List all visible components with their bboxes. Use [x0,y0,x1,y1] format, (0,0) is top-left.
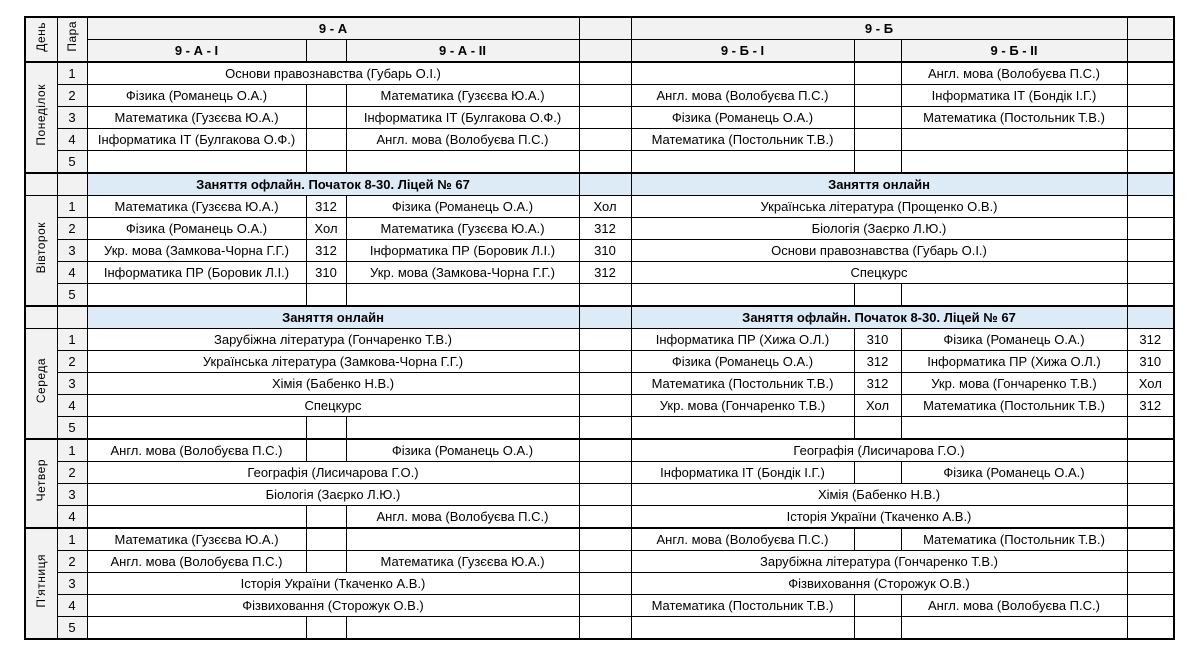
schedule-row [25,351,1174,373]
period-header-label: Пара [65,21,79,52]
room-cell [579,551,631,573]
room-cell [306,528,346,551]
period-number: 3 [57,484,87,506]
room-cell: 312 [854,351,901,373]
subgroup-b2-header: 9 - Б - II [901,40,1127,63]
lesson-cell: Математика (Постольник Т.В.) [631,129,854,151]
room-cell [1127,573,1174,595]
lesson-cell [631,417,854,440]
schedule-row [25,551,1174,573]
lesson-cell [631,284,854,307]
day-label [25,196,57,307]
room-cell [306,617,346,640]
lesson-cell: Інформатика ПР (Боровик Л.І.) [346,240,579,262]
room-cell [306,85,346,107]
subgroup-a1-header: 9 - А - I [87,40,306,63]
lesson-cell: Фізика (Романець О.А.) [631,107,854,129]
lesson-cell: Зарубіжна література (Гончаренко Т.В.) [631,551,1127,573]
lesson-cell: Фізвиховання (Сторожук О.В.) [87,595,579,617]
schedule-row [25,151,1174,174]
banner-offline: Заняття офлайн. Початок 8-30. Ліцей № 67 [631,306,1127,329]
room-cell: 312 [1127,395,1174,417]
room-cell: 312 [1127,329,1174,351]
blank-cell [854,40,901,63]
schedule-row [25,506,1174,529]
period-number: 3 [57,107,87,129]
lesson-cell: Укр. мова (Замкова-Чорна Г.Г.) [346,262,579,284]
lesson-cell: Зарубіжна література (Гончаренко Т.В.) [87,329,579,351]
lesson-cell: Математика (Гузєєва Ю.А.) [346,85,579,107]
lesson-cell [346,417,579,440]
blank-cell [579,40,631,63]
schedule-row [25,439,1174,462]
blank-cell [57,173,87,196]
lesson-cell: Англ. мова (Волобуєва П.С.) [901,595,1127,617]
lesson-cell [631,62,854,85]
day-label [25,439,57,528]
period-number: 2 [57,218,87,240]
lesson-cell: Біологія (Заєрко Л.Ю.) [631,218,1127,240]
lesson-cell: Спецкурс [87,395,579,417]
schedule-row [25,484,1174,506]
schedule-row [25,528,1174,551]
day-label-text: Середа [34,357,49,404]
blank-cell [1127,17,1174,40]
room-cell [854,62,901,85]
lesson-cell: Інформатика ІТ (Бондік І.Г.) [631,462,854,484]
lesson-cell: Англ. мова (Волобуєва П.С.) [901,62,1127,85]
period-number: 5 [57,617,87,640]
schedule-row [25,595,1174,617]
room-cell [579,617,631,640]
banner-row [25,306,1174,329]
schedule-row [25,62,1174,85]
lesson-cell [631,151,854,174]
lesson-cell: Математика (Гузєєва Ю.А.) [346,218,579,240]
room-cell [1127,595,1174,617]
room-cell [579,107,631,129]
schedule-row [25,373,1174,395]
lesson-cell: Основи правознавства (Губарь О.І.) [87,62,579,85]
blank-cell [25,173,57,196]
lesson-cell [346,617,579,640]
room-cell [306,439,346,462]
period-number: 5 [57,417,87,440]
room-cell: 310 [1127,351,1174,373]
lesson-cell: Спецкурс [631,262,1127,284]
day-label [25,528,57,639]
lesson-cell: Фізика (Романець О.А.) [87,85,306,107]
lesson-cell: Хімія (Бабенко Н.В.) [87,373,579,395]
room-cell [854,528,901,551]
banner-room-cell [1127,173,1174,196]
room-cell [1127,484,1174,506]
room-cell [1127,240,1174,262]
day-label-text: Четвер [34,459,49,502]
schedule-row [25,573,1174,595]
banner-offline: Заняття офлайн. Початок 8-30. Ліцей № 67 [87,173,579,196]
blank-cell [25,306,57,329]
lesson-cell: Українська література (Прощенко О.В.) [631,196,1127,218]
lesson-cell: Математика (Гузєєва Ю.А.) [87,107,306,129]
period-number: 4 [57,395,87,417]
room-cell [1127,551,1174,573]
room-cell [579,151,631,174]
lesson-cell: Укр. мова (Гончаренко Т.В.) [631,395,854,417]
room-cell [579,129,631,151]
period-number: 2 [57,85,87,107]
lesson-cell: Англ. мова (Волобуєва П.С.) [87,439,306,462]
period-number: 2 [57,351,87,373]
room-cell [579,595,631,617]
lesson-cell [901,151,1127,174]
col-header-day [25,17,57,62]
room-cell [579,373,631,395]
room-cell [1127,129,1174,151]
blank-cell [1127,40,1174,63]
period-number: 2 [57,551,87,573]
banner-online: Заняття онлайн [87,306,579,329]
banner-row [25,173,1174,196]
header-row-subgroups [25,40,1174,63]
lesson-cell [901,617,1127,640]
subgroup-b1-header: 9 - Б - I [631,40,854,63]
room-cell [1127,196,1174,218]
day-label [25,62,57,173]
lesson-cell: Основи правознавства (Губарь О.І.) [631,240,1127,262]
room-cell: 312 [579,262,631,284]
room-cell [1127,528,1174,551]
room-cell: Хол [854,395,901,417]
room-cell [579,462,631,484]
lesson-cell: Математика (Гузєєва Ю.А.) [87,196,306,218]
lesson-cell: Інформатика ПР (Боровик Л.І.) [87,262,306,284]
period-number: 4 [57,595,87,617]
lesson-cell: Хімія (Бабенко Н.В.) [631,484,1127,506]
schedule-row [25,240,1174,262]
lesson-cell: Укр. мова (Замкова-Чорна Г.Г.) [87,240,306,262]
lesson-cell [346,528,579,551]
room-cell [306,107,346,129]
day-label-text: Понеділок [34,83,49,146]
lesson-cell: Історія України (Ткаченко А.В.) [631,506,1127,529]
lesson-cell: Українська література (Замкова-Чорна Г.Г.) [87,351,579,373]
schedule-row [25,196,1174,218]
room-cell [579,395,631,417]
room-cell: 310 [579,240,631,262]
lesson-cell: Інформатика ІТ (Булгакова О.Ф.) [346,107,579,129]
lesson-cell: Англ. мова (Волобуєва П.С.) [87,551,306,573]
banner-online: Заняття онлайн [631,173,1127,196]
lesson-cell: Фізвиховання (Сторожук О.В.) [631,573,1127,595]
lesson-cell: Фізика (Романець О.А.) [631,351,854,373]
period-number: 1 [57,62,87,85]
lesson-cell: Математика (Постольник Т.В.) [901,528,1127,551]
room-cell [1127,284,1174,307]
room-cell [854,129,901,151]
room-cell [579,351,631,373]
room-cell: 312 [306,196,346,218]
lesson-cell: Фізика (Романець О.А.) [901,329,1127,351]
room-cell [579,573,631,595]
period-number: 2 [57,462,87,484]
lesson-cell: Математика (Постольник Т.В.) [901,395,1127,417]
room-cell [854,595,901,617]
lesson-cell: Укр. мова (Гончаренко Т.В.) [901,373,1127,395]
room-cell [854,417,901,440]
lesson-cell: Історія України (Ткаченко А.В.) [87,573,579,595]
period-number: 4 [57,129,87,151]
lesson-cell [87,284,306,307]
lesson-cell: Математика (Постольник Т.В.) [631,373,854,395]
room-cell [1127,151,1174,174]
room-cell [579,62,631,85]
schedule-row [25,107,1174,129]
lesson-cell: Англ. мова (Волобуєва П.С.) [346,506,579,529]
lesson-cell: Англ. мова (Волобуєва П.С.) [631,85,854,107]
lesson-cell [87,506,306,529]
period-number: 5 [57,284,87,307]
blank-cell [57,306,87,329]
lesson-cell [87,617,306,640]
blank-cell [306,40,346,63]
room-cell [579,85,631,107]
schedule-row [25,617,1174,640]
room-cell: 310 [854,329,901,351]
period-number: 1 [57,439,87,462]
lesson-cell: Математика (Постольник Т.В.) [901,107,1127,129]
room-cell [306,284,346,307]
room-cell [854,151,901,174]
room-cell [579,417,631,440]
room-cell [306,151,346,174]
room-cell [1127,506,1174,529]
room-cell [579,528,631,551]
room-cell [854,284,901,307]
room-cell [306,129,346,151]
lesson-cell: Інформатика ІТ (Булгакова О.Ф.) [87,129,306,151]
lesson-cell [346,284,579,307]
schedule-row [25,129,1174,151]
room-cell: 312 [579,218,631,240]
lesson-cell [631,617,854,640]
period-number: 3 [57,573,87,595]
room-cell [579,484,631,506]
room-cell [579,329,631,351]
schedule-row [25,329,1174,351]
lesson-cell [87,417,306,440]
room-cell: Хол [1127,373,1174,395]
lesson-cell: Географія (Лисичарова Г.О.) [631,439,1127,462]
period-number: 3 [57,373,87,395]
room-cell [579,506,631,529]
room-cell: Хол [579,196,631,218]
lesson-cell [87,151,306,174]
group-a-header: 9 - А [87,17,579,40]
room-cell [1127,62,1174,85]
day-label-text: Вівторок [34,221,49,274]
lesson-cell [346,151,579,174]
room-cell [1127,218,1174,240]
lesson-cell: Англ. мова (Волобуєва П.С.) [631,528,854,551]
room-cell [306,417,346,440]
period-number: 5 [57,151,87,174]
col-header-period [57,17,87,62]
lesson-cell: Математика (Гузєєва Ю.А.) [346,551,579,573]
group-b-header: 9 - Б [631,17,1127,40]
day-label-text: П'ятниця [34,553,49,608]
lesson-cell: Фізика (Романець О.А.) [346,439,579,462]
room-cell [1127,462,1174,484]
room-cell [854,85,901,107]
lesson-cell: Математика (Постольник Т.В.) [631,595,854,617]
room-cell [1127,262,1174,284]
lesson-cell: Географія (Лисичарова Г.О.) [87,462,579,484]
room-cell [1127,439,1174,462]
room-cell: 312 [854,373,901,395]
lesson-cell: Фізика (Романець О.А.) [346,196,579,218]
lesson-cell: Біологія (Заєрко Л.Ю.) [87,484,579,506]
blank-cell [579,17,631,40]
room-cell: Хол [306,218,346,240]
lesson-cell [901,284,1127,307]
subgroup-a2-header: 9 - А - II [346,40,579,63]
schedule-row [25,462,1174,484]
room-cell [1127,417,1174,440]
lesson-cell: Англ. мова (Волобуєва П.С.) [346,129,579,151]
period-number: 1 [57,528,87,551]
room-cell [854,107,901,129]
banner-room-cell [1127,306,1174,329]
banner-room-cell [579,306,631,329]
schedule-row [25,284,1174,307]
period-number: 1 [57,196,87,218]
schedule-row [25,218,1174,240]
lesson-cell [901,417,1127,440]
schedule-row [25,417,1174,440]
room-cell [1127,85,1174,107]
room-cell [1127,617,1174,640]
lesson-cell [901,129,1127,151]
period-number: 3 [57,240,87,262]
lesson-cell: Інформатика ПР (Хижа О.Л.) [631,329,854,351]
room-cell: 312 [306,240,346,262]
room-cell [306,551,346,573]
schedule-row [25,85,1174,107]
room-cell: 310 [306,262,346,284]
room-cell [854,617,901,640]
lesson-cell: Фізика (Романець О.А.) [87,218,306,240]
timetable [24,16,1175,640]
room-cell [1127,107,1174,129]
room-cell [306,506,346,529]
lesson-cell: Математика (Гузєєва Ю.А.) [87,528,306,551]
schedule-row [25,262,1174,284]
header-row-groups [25,17,1174,40]
period-number: 4 [57,506,87,529]
schedule-row [25,395,1174,417]
lesson-cell: Інформатика ІТ (Бондік І.Г.) [901,85,1127,107]
lesson-cell: Інформатика ПР (Хижа О.Л.) [901,351,1127,373]
banner-room-cell [579,173,631,196]
room-cell [854,462,901,484]
lesson-cell: Фізика (Романець О.А.) [901,462,1127,484]
room-cell [579,439,631,462]
day-label [25,329,57,440]
day-header-label: День [34,21,49,52]
period-number: 1 [57,329,87,351]
period-number: 4 [57,262,87,284]
room-cell [579,284,631,307]
